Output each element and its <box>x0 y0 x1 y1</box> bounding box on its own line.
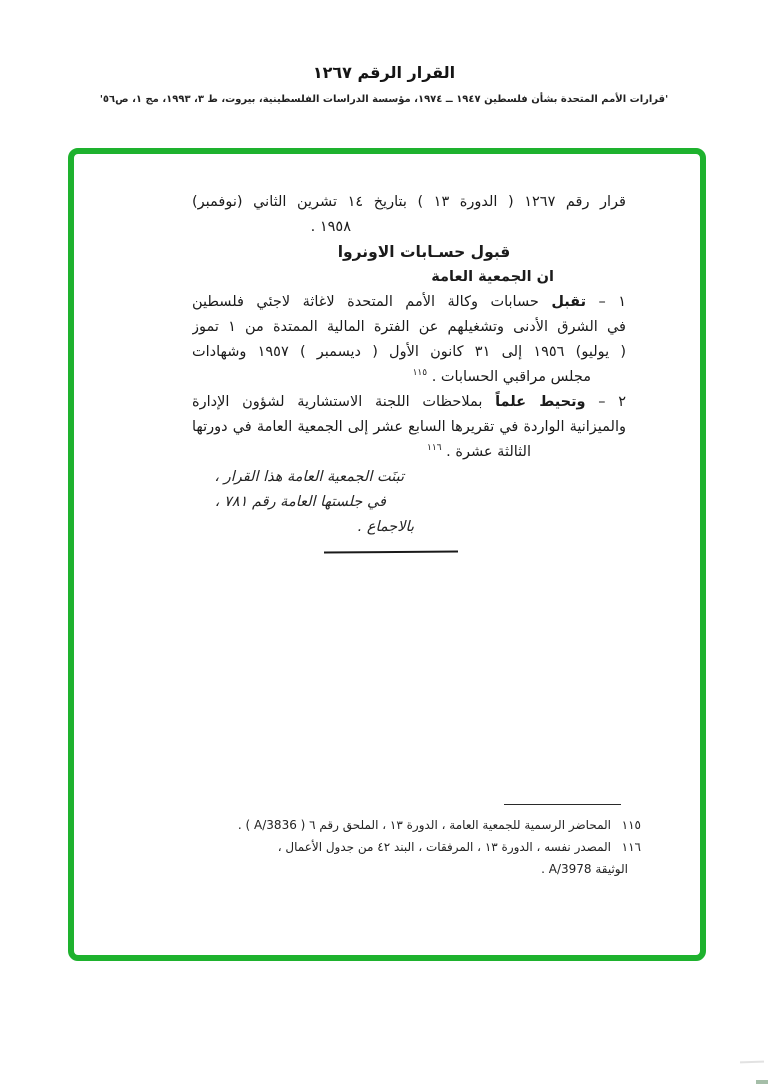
para1-line-2: في الشرق الأدنى وتشغيلهم عن الفترة المالية الممتدة من ١ تموز <box>192 319 626 335</box>
green-highlight-frame <box>68 148 706 961</box>
closing-rule <box>324 551 458 554</box>
footnote-text: المحاضر الرسمية للجمعية العامة ، الدورة ١٣ ، الملحق رقم ٦ ( A/3836 ) . <box>237 818 611 832</box>
footnote-ref-116: ١١٦ <box>427 443 442 454</box>
scan-artifact-smudge <box>740 1061 764 1064</box>
adoption-note <box>192 465 626 540</box>
page-title: القرار الرقم ١٢٦٧ <box>312 63 456 82</box>
para1-number: ١ – <box>598 294 626 310</box>
resolution-text-block <box>74 154 700 553</box>
footnote-number: ١١٥ <box>621 818 641 832</box>
para1-line-3: ( يوليو) ١٩٥٦ إلى ٣١ كانون الأول ( ديسمبر ) ١٩٥٧ وشهادات <box>192 344 626 360</box>
para1-line-1 <box>192 290 626 315</box>
footnote-115 <box>193 814 641 836</box>
intro-line-1: قرار رقم ١٢٦٧ ( الدورة ١٣ ) بتاريخ ١٤ تشرين الثاني (نوفمبر) <box>192 194 626 210</box>
para1-line4-text: مجلس مراقبي الحسابات . <box>431 369 591 385</box>
footnotes-block <box>193 804 641 880</box>
section-heading: قبول حسـابات الاونروا <box>337 243 511 261</box>
para2-number: ٢ – <box>598 394 626 410</box>
intro-line-2: ١٩٥٨ . <box>310 219 351 235</box>
para2-line1-rest: بملاحظات اللجنة الاستشارية لشؤون الإدارة <box>192 394 483 410</box>
para2-line-1 <box>192 390 626 415</box>
footnote-ref-115: ١١٥ <box>412 368 428 379</box>
citation-line: 'قرارات الأمم المتحدة بشأن فلسطين ١٩٤٧ ــ ١٩٧٤، مؤسسة الدراسات الفلسطينية، بيروت، ط ٣، ١٩٩٣، مج ١، ص٥٦' <box>99 94 669 105</box>
para1-line-4 <box>192 365 626 390</box>
footnote-number: ١١٦ <box>621 840 641 854</box>
footnote-text: المصدر نفسه ، الدورة ١٣ ، المرفقات ، البند ٤٢ من جدول الأعمال ، <box>277 840 611 854</box>
para2-lead: وتحيط علماً <box>495 394 586 410</box>
footnote-116-continuation: الوثيقة A/3978 . <box>541 862 628 876</box>
footnote-rule <box>504 804 621 805</box>
para2-line3-text: الثالثة عشرة . <box>446 444 531 460</box>
para2-line-3 <box>192 440 626 465</box>
scan-artifact-corner-mark <box>756 1080 768 1084</box>
preamble-line: ان الجمعية العامة <box>431 269 554 285</box>
footnote-116 <box>193 836 641 858</box>
adoption-line-3: بالاجماع . <box>357 519 414 535</box>
para1-lead: تقبل <box>551 294 587 310</box>
adoption-line-1: تبنَت الجمعية العامة هذا القرار ، <box>214 469 404 485</box>
para1-line1-rest: حسابات وكالة الأمم المتحدة لاغاثة لاجئي فلسطين <box>192 294 539 310</box>
para2-line-2: والميزانية الواردة في تقريرها السابع عشر إلى الجمعية العامة في دورتها <box>192 419 626 435</box>
adoption-line-2: في جلستها العامة رقم ٧٨١ ، <box>214 494 386 510</box>
